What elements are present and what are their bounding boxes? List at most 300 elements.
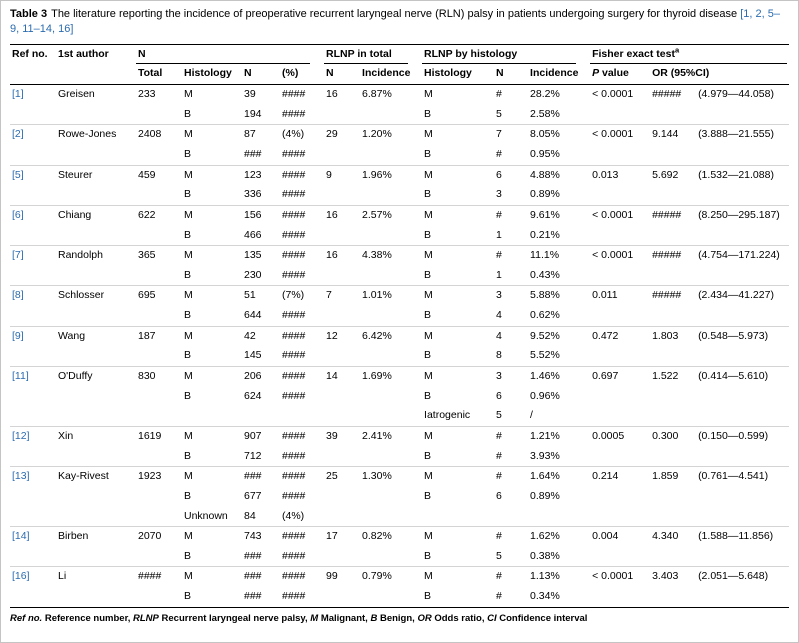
footnote (10, 613, 789, 625)
cell-n: 145 (244, 349, 262, 362)
cell-p: 0.472 (590, 326, 650, 346)
footnote-text: Benign, (377, 612, 418, 624)
table-row (10, 387, 789, 407)
cell-author: Wang (56, 326, 136, 346)
cell-binc: 0.43% (530, 268, 560, 281)
column-header-hist-incidence: Incidence (528, 64, 590, 84)
cell-ref (10, 286, 56, 306)
cell-p: < 0.0001 (592, 88, 634, 101)
cell-or (650, 145, 696, 165)
cell-author (56, 226, 136, 246)
cell-total (136, 406, 182, 426)
footnote-abbr: RLNP (133, 612, 159, 624)
cell-ref (10, 447, 56, 467)
cell-tinc: 1.30% (360, 467, 422, 487)
caption-text: The literature reporting the incidence of preoperative recurrent laryngeal nerve (RLN) palsy in patients undergoing surgery for thyroid disease (51, 8, 741, 20)
cell-bhist: B (424, 449, 432, 462)
cell-bn: # (494, 567, 528, 587)
table-row (10, 286, 789, 306)
cell-pct: (4%) (282, 509, 305, 522)
header-ref-no: Ref no. (10, 44, 56, 84)
cell-p (590, 306, 650, 326)
cell-p (590, 447, 650, 467)
cell-bn: 4 (496, 309, 502, 322)
cell-binc: / (530, 409, 533, 422)
cell-total (136, 266, 182, 286)
cell-n: 677 (244, 489, 262, 502)
cell-n: 644 (244, 309, 262, 322)
cell-ci (696, 266, 789, 286)
cell-ci (696, 306, 789, 326)
cell-bn: # (496, 88, 502, 101)
cell-tinc (360, 547, 422, 567)
cell-author: Rowe-Jones (56, 125, 136, 145)
cell-bhist: M (422, 205, 494, 225)
cell-ref (10, 105, 56, 125)
column-header-p-value (590, 64, 650, 84)
table-row (10, 266, 789, 286)
cell-or (650, 346, 696, 366)
cell-total (136, 346, 182, 366)
table-row (10, 326, 789, 346)
cell-n: 712 (244, 449, 262, 462)
cell-hist: M (182, 367, 242, 387)
reference-link[interactable]: [8] (12, 289, 24, 302)
cell-n: 466 (244, 228, 262, 241)
cell-n: 39 (244, 88, 256, 101)
cell-or (650, 105, 696, 125)
cell-tinc (360, 406, 422, 426)
cell-pct: #### (282, 228, 306, 241)
cell-pct: #### (280, 567, 324, 587)
cell-total: 187 (136, 326, 182, 346)
cell-bhist: B (424, 228, 432, 241)
cell-ci (696, 105, 789, 125)
cell-n: ### (244, 549, 262, 562)
cell-tinc (360, 145, 422, 165)
cell-total (136, 306, 182, 326)
header-fisher-exact-test-group (590, 44, 789, 64)
reference-link[interactable]: [7] (12, 249, 24, 262)
reference-link[interactable]: [13] (12, 470, 30, 483)
header-first-author: 1st author (56, 44, 136, 84)
cell-hist: M (182, 567, 242, 587)
cell-ref (10, 185, 56, 205)
cell-p (590, 185, 650, 205)
cell-n: 135 (242, 246, 280, 266)
cell-pct: #### (280, 205, 324, 225)
cell-author: Birben (56, 527, 136, 547)
cell-author (56, 406, 136, 426)
cell-total (136, 226, 182, 246)
cell-bn: 6 (496, 389, 502, 402)
cell-tn: 16 (326, 88, 338, 101)
cell-bn (494, 507, 528, 527)
cell-ref (10, 326, 56, 346)
cell-p: 0.013 (590, 165, 650, 185)
cell-pct: #### (282, 549, 306, 562)
fisher-label: Fisher exact test (592, 47, 675, 60)
caption-reference-links[interactable]: [1, 2, 5–9, 11–14, 16] (10, 8, 780, 36)
cell-or (650, 487, 696, 507)
cell-ref (10, 266, 56, 286)
cell-or (650, 266, 696, 286)
cell-tn (324, 387, 360, 407)
cell-bhist: Iatrogenic (424, 409, 471, 422)
cell-total (136, 487, 182, 507)
cell-tinc: 0.82% (360, 527, 422, 547)
cell-bhist: B (424, 389, 432, 402)
cell-or: 0.300 (650, 426, 696, 446)
cell-author (56, 507, 136, 527)
cell-hist: B (184, 389, 192, 402)
cell-ci (696, 406, 789, 426)
footnote-abbr: CI (487, 612, 497, 624)
cell-hist: M (184, 88, 193, 101)
cell-pct: #### (282, 309, 306, 322)
cell-pct: #### (280, 527, 324, 547)
cell-ref (10, 567, 56, 587)
cell-tinc (360, 587, 422, 607)
cell-pct: #### (282, 389, 306, 402)
cell-ci: (0.414—5.610) (696, 367, 789, 387)
column-header-rlnp-n: N (324, 64, 360, 84)
cell-binc: 9.52% (528, 326, 590, 346)
cell-author: Kay-Rivest (56, 467, 136, 487)
cell-ci: (2.434—41.227) (696, 286, 789, 306)
footnote-abbr: M (310, 612, 319, 624)
cell-p (590, 266, 650, 286)
cell-n: ### (242, 567, 280, 587)
cell-bhist: M (422, 426, 494, 446)
cell-author: Chiang (56, 205, 136, 225)
cell-ci (696, 145, 789, 165)
cell-ref (10, 527, 56, 547)
cell-bn: 5 (496, 409, 502, 422)
cell-total: 1619 (136, 426, 182, 446)
cell-tn: 9 (324, 165, 360, 185)
cell-ci: (0.548—5.973) (696, 326, 789, 346)
table-row (10, 85, 789, 105)
cell-hist: M (182, 326, 242, 346)
cell-n: ### (242, 467, 280, 487)
cell-bn: # (494, 205, 528, 225)
cell-or (650, 306, 696, 326)
cell-tinc (360, 185, 422, 205)
footnote-text: Odds ratio, (431, 612, 488, 624)
cell-p: 0.0005 (590, 426, 650, 446)
cell-ci (696, 387, 789, 407)
cell-ref (10, 367, 56, 387)
cell-bhist: M (422, 165, 494, 185)
cell-or: ##### (652, 88, 682, 101)
cell-tinc (360, 306, 422, 326)
cell-n: 624 (244, 389, 262, 402)
cell-n: 84 (244, 509, 256, 522)
cell-bhist: M (422, 326, 494, 346)
cell-binc: 9.61% (528, 205, 590, 225)
cell-tn (324, 447, 360, 467)
cell-bn: 3 (494, 286, 528, 306)
cell-ref (10, 85, 56, 105)
cell-bn: # (496, 449, 502, 462)
table-row (10, 105, 789, 125)
cell-ref (10, 125, 56, 145)
cell-bn: 6 (496, 489, 502, 502)
table-row (10, 507, 789, 527)
cell-total: 2408 (136, 125, 182, 145)
cell-total (136, 507, 182, 527)
cell-or: ##### (650, 246, 696, 266)
cell-tn: 99 (324, 567, 360, 587)
table-row (10, 346, 789, 366)
cell-ref (10, 205, 56, 225)
cell-p (590, 226, 650, 246)
header-group-row (10, 44, 789, 64)
cell-bhist: B (424, 590, 432, 603)
cell-hist: B (184, 107, 192, 120)
column-header-total: Total (136, 64, 182, 84)
reference-link[interactable]: [16] (12, 570, 30, 583)
cell-author: Greisen (58, 88, 95, 101)
cell-hist: B (184, 549, 192, 562)
cell-binc: 0.89% (530, 188, 560, 201)
cell-or (650, 447, 696, 467)
cell-hist: B (184, 590, 192, 603)
cell-hist: M (182, 246, 242, 266)
cell-bhist: M (424, 88, 433, 101)
cell-pct: #### (282, 489, 306, 502)
cell-ci (696, 226, 789, 246)
cell-bn: 4 (494, 326, 528, 346)
cell-ref (10, 346, 56, 366)
cell-p (590, 487, 650, 507)
cell-pct: #### (282, 268, 306, 281)
table-row (10, 226, 789, 246)
cell-binc: 11.1% (528, 246, 590, 266)
cell-bn: # (494, 467, 528, 487)
cell-ref (10, 165, 56, 185)
cell-p (590, 145, 650, 165)
cell-tn: 39 (324, 426, 360, 446)
cell-n: 336 (244, 188, 262, 201)
cell-bhist: M (422, 527, 494, 547)
cell-tinc (360, 387, 422, 407)
cell-total: 233 (138, 88, 156, 101)
cell-hist: B (184, 309, 192, 322)
column-header-histology: Histology (182, 64, 242, 84)
cell-tinc (360, 226, 422, 246)
fisher-footnote-marker: a (674, 45, 680, 55)
cell-bn: # (494, 527, 528, 547)
cell-n: 42 (242, 326, 280, 346)
cell-tinc: 6.87% (362, 88, 392, 101)
cell-total (136, 447, 182, 467)
cell-tn (324, 487, 360, 507)
cell-ref (10, 507, 56, 527)
cell-bn: 3 (494, 367, 528, 387)
reference-link[interactable]: [6] (12, 208, 24, 221)
cell-bn: # (494, 426, 528, 446)
cell-p: 0.004 (590, 527, 650, 547)
cell-total (136, 105, 182, 125)
cell-or: 9.144 (650, 125, 696, 145)
header-rlnp-in-total-group: RLNP in total (324, 44, 422, 64)
cell-ci: (1.588—11.856) (696, 527, 789, 547)
cell-author (56, 487, 136, 507)
cell-or (650, 507, 696, 527)
table-row (10, 567, 789, 587)
cell-hist: B (184, 349, 192, 362)
cell-binc: 0.38% (530, 549, 560, 562)
cell-tinc (360, 266, 422, 286)
cell-ref (10, 406, 56, 426)
cell-author (56, 547, 136, 567)
cell-p (590, 105, 650, 125)
cell-binc: 1.64% (528, 467, 590, 487)
table-row (10, 487, 789, 507)
cell-or (650, 587, 696, 607)
cell-p: < 0.0001 (590, 205, 650, 225)
table-row (10, 205, 789, 225)
column-header-hist-n: N (494, 64, 528, 84)
cell-n: 743 (242, 527, 280, 547)
table-row (10, 185, 789, 205)
cell-bn: 1 (496, 228, 502, 241)
table-row (10, 306, 789, 326)
cell-ci (696, 346, 789, 366)
cell-ref (10, 246, 56, 266)
p-value-italic: P (592, 67, 600, 80)
cell-bhist: M (422, 367, 494, 387)
cell-binc: 5.88% (528, 286, 590, 306)
cell-p (590, 387, 650, 407)
cell-or: 1.522 (650, 367, 696, 387)
cell-bhist: B (424, 107, 432, 120)
cell-author: Steurer (56, 165, 136, 185)
footnote-text: Recurrent laryngeal nerve palsy, (158, 612, 311, 624)
cell-pct: #### (282, 449, 306, 462)
cell-pct: (4%) (280, 125, 324, 145)
incidence-table (10, 44, 789, 608)
cell-bn: 5 (496, 549, 502, 562)
reference-link[interactable]: [9] (12, 329, 24, 342)
cell-author (56, 346, 136, 366)
cell-n: 156 (242, 205, 280, 225)
cell-binc: 28.2% (530, 88, 560, 101)
cell-total: 830 (136, 367, 182, 387)
cell-author (56, 266, 136, 286)
cell-ref (10, 426, 56, 446)
cell-author: Li (56, 567, 136, 587)
cell-ci (696, 447, 789, 467)
cell-bn: 3 (496, 188, 502, 201)
cell-hist: B (184, 147, 192, 160)
cell-bhist: B (424, 309, 432, 322)
cell-hist: M (182, 165, 242, 185)
cell-tinc: 0.79% (360, 567, 422, 587)
cell-bhist: B (424, 268, 432, 281)
reference-link[interactable]: [5] (12, 168, 24, 181)
cell-pct: #### (280, 467, 324, 487)
cell-pct: #### (282, 147, 306, 160)
reference-link[interactable]: [14] (12, 530, 30, 543)
cell-tinc (360, 487, 422, 507)
cell-hist: M (182, 286, 242, 306)
reference-link[interactable]: [1] (12, 88, 24, 101)
footnote-text: Reference number, (42, 612, 134, 624)
cell-binc: 1.62% (528, 527, 590, 547)
cell-author (56, 145, 136, 165)
cell-binc: 0.21% (530, 228, 560, 241)
cell-tn: 14 (324, 367, 360, 387)
cell-pct: #### (280, 426, 324, 446)
cell-tn (324, 587, 360, 607)
cell-ci: (1.532—21.088) (696, 165, 789, 185)
cell-or (650, 406, 696, 426)
cell-author (56, 447, 136, 467)
table-header (10, 44, 789, 84)
cell-binc: 1.13% (528, 567, 590, 587)
reference-link[interactable]: [11] (12, 370, 29, 383)
cell-pct: #### (282, 107, 306, 120)
cell-tn (324, 105, 360, 125)
cell-ci (696, 587, 789, 607)
cell-ci (696, 185, 789, 205)
cell-ci: (0.150—0.599) (696, 426, 789, 446)
cell-binc: 5.52% (530, 349, 560, 362)
table-row (10, 367, 789, 387)
cell-bhist: M (422, 286, 494, 306)
cell-p (590, 547, 650, 567)
cell-tn: 25 (324, 467, 360, 487)
cell-pct: #### (280, 165, 324, 185)
cell-author (56, 185, 136, 205)
cell-ci: (4.979—44.058) (698, 88, 774, 101)
table-row (10, 547, 789, 567)
cell-hist: M (182, 125, 242, 145)
cell-binc: 0.34% (530, 590, 560, 603)
cell-ref (10, 387, 56, 407)
table-row (10, 125, 789, 145)
cell-pct: #### (280, 246, 324, 266)
cell-total (136, 587, 182, 607)
cell-or: 3.403 (650, 567, 696, 587)
cell-tn (324, 226, 360, 246)
column-header-hist-histology: Histology (422, 64, 494, 84)
cell-ref (10, 145, 56, 165)
cell-pct: #### (282, 349, 306, 362)
cell-hist: B (184, 449, 192, 462)
cell-ci (696, 487, 789, 507)
cell-tn (324, 266, 360, 286)
reference-link[interactable]: [12] (12, 429, 30, 442)
table-row (10, 145, 789, 165)
cell-tinc (360, 105, 422, 125)
cell-n: 87 (242, 125, 280, 145)
cell-pct: #### (282, 188, 306, 201)
reference-link[interactable]: [2] (12, 128, 24, 141)
cell-n (242, 406, 280, 426)
cell-tinc: 6.42% (360, 326, 422, 346)
cell-n: 123 (242, 165, 280, 185)
cell-ci: (0.761—4.541) (696, 467, 789, 487)
footnote-abbr: OR (417, 612, 432, 624)
cell-p (590, 507, 650, 527)
cell-tn (324, 406, 360, 426)
cell-author: Randolph (56, 246, 136, 266)
cell-ref (10, 487, 56, 507)
